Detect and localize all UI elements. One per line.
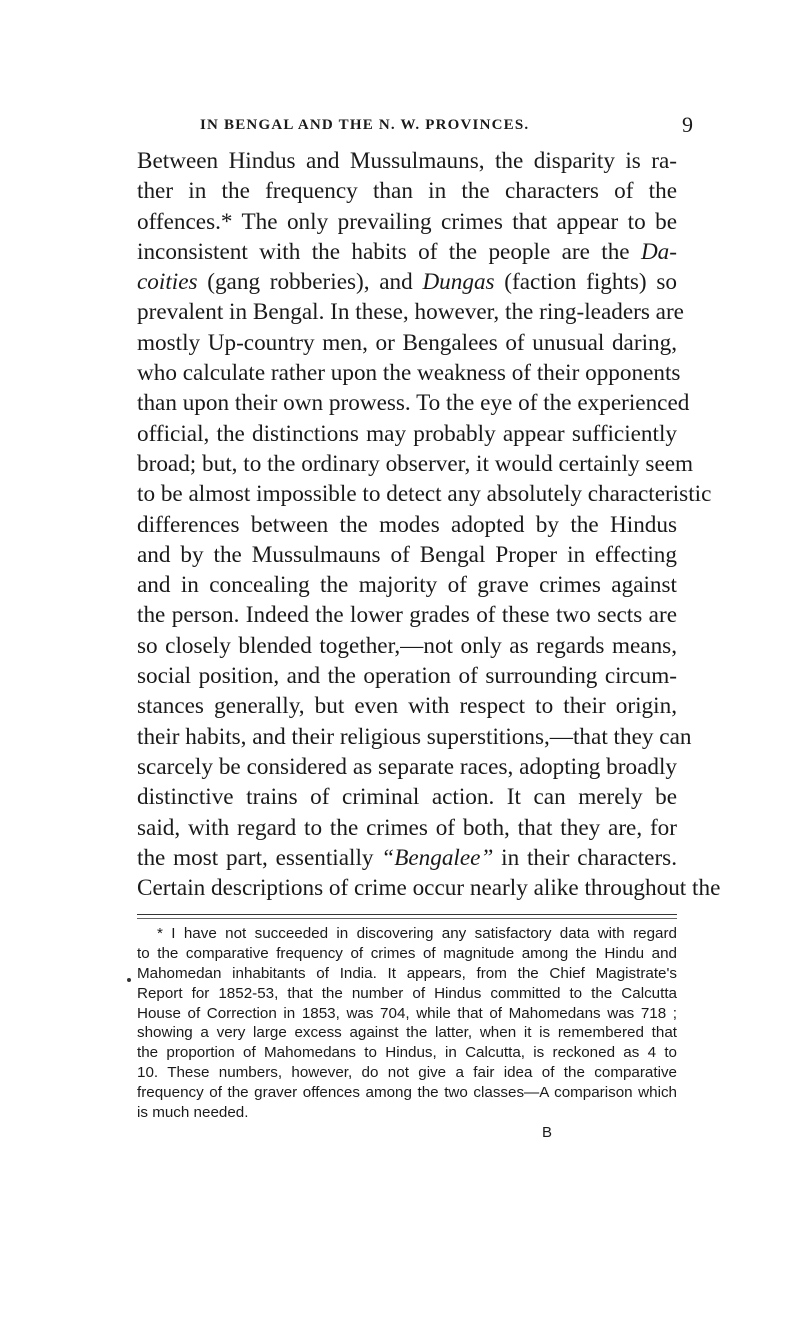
text-line: said, with regard to the crimes of both, that they are, for (137, 814, 677, 841)
text-line: Certain descriptions of crime occur nearly alike throughout the (137, 875, 721, 902)
text-segment: offences.* The only prevailing crimes that appear to be (137, 208, 677, 235)
italic-term: “Bengalee” (381, 844, 494, 871)
footnote-line: showing a very large excess against the latter, when it is remembered that (137, 1024, 677, 1042)
italic-term: coities (137, 269, 198, 296)
text-line: prevalent in Bengal. In these, however, the ring-leaders are (137, 299, 684, 326)
italic-term: Dungas (422, 269, 495, 296)
running-head: IN BENGAL AND THE N. W. PROVINCES. (200, 117, 530, 133)
text-line: mostly Up-country men, or Bengalees of unusual daring, (137, 329, 677, 356)
text-line: than upon their own prowess. To the eye of the experienced (137, 390, 690, 417)
footnote-line: to the comparative frequency of crimes of magnitude among the Hindu and (137, 944, 677, 962)
footnote (137, 924, 677, 1123)
text-line: social position, and the operation of surrounding circum- (137, 663, 677, 690)
text-line: and in concealing the majority of grave crimes against (137, 572, 677, 599)
footnote-line: * I have not succeeded in discovering any satisfactory data with regard (157, 925, 677, 942)
footnote-line: is much needed. (137, 1104, 249, 1122)
italic-term: Da- (640, 238, 677, 265)
text-line (137, 207, 677, 237)
footnote-line: 10. These numbers, however, do not give a fair idea of the comparative (137, 1064, 677, 1082)
text-line: the person. Indeed the lower grades of these two sects are (137, 602, 677, 629)
text-line: scarcely be considered as separate races, adopting broadly (137, 753, 677, 780)
footnote-line: Report for 1852-53, that the number of Hindus committed to the Calcutta (137, 984, 677, 1002)
text-line: differences between the modes adopted by the Hindus (137, 511, 677, 538)
margin-dot (127, 978, 131, 982)
text-line: distinctive trains of criminal action. It can merely be (137, 784, 677, 811)
footnote-line: Mahomedan inhabitants of India. It appears, from the Chief Magistrate's (137, 964, 677, 982)
text-line: official, the distinctions may probably appear sufficiently (137, 420, 677, 447)
main-text (137, 146, 721, 903)
footnote-rule (137, 914, 677, 915)
text-line: Between Hindus and Mussulmauns, the disparity is ra- (137, 148, 677, 174)
text-line: coities (gang robberies), and Dungas (faction fights) so (137, 269, 677, 296)
text-line: inconsistent with the habits of the people are the Da- (137, 238, 677, 265)
text-line: to be almost impossible to detect any absolutely characteristic (137, 481, 712, 508)
text-line: ther in the frequency than in the characters of the (137, 178, 677, 205)
text-line: who calculate rather upon the weakness of their opponents (137, 360, 681, 387)
footnote-line: frequency of the graver offences among the two classes—A comparison which (137, 1084, 677, 1102)
footnote-rule-secondary (137, 918, 677, 919)
footnote-line: the proportion of Mahomedans to Hindus, in Calcutta, is reckoned as 4 to (137, 1044, 677, 1062)
text-line: their habits, and their religious superstitions,—that they can (137, 723, 692, 750)
footnote-line: House of Correction in 1853, was 704, while that of Mahomedans was 718 ; (137, 1004, 677, 1022)
text-line: stances generally, but even with respect to their origin, (137, 693, 677, 720)
text-line: broad; but, to the ordinary observer, it would certainly seem (137, 450, 694, 477)
signature-mark: B (542, 1124, 553, 1141)
text-line: and by the Mussulmauns of Bengal Proper in effecting (137, 541, 677, 568)
text-line: the most part, essentially “Bengalee” in their characters. (137, 844, 677, 871)
page-number: 9 (682, 112, 693, 137)
text-line: so closely blended together,—not only as regards means, (137, 632, 677, 659)
